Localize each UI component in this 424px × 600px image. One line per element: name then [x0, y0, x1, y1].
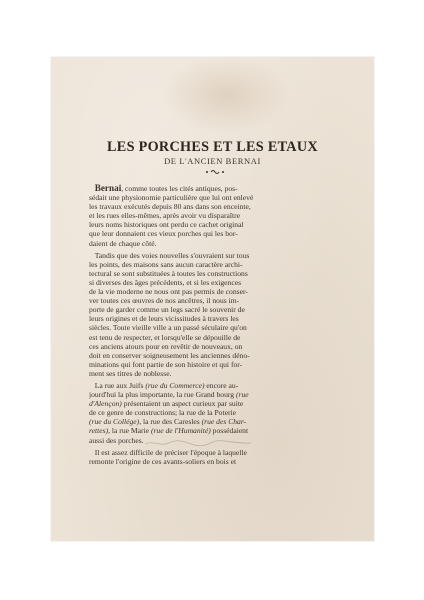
text-line: que leur donnaient ces vieux porches qui les bor-	[89, 229, 238, 239]
text-line: Bernai, comme toutes les cités antiques, pos-	[94, 184, 238, 193]
text-line: La rue aux Juifs (rue du Commerce) encore au-	[94, 380, 239, 390]
document-page	[51, 57, 374, 541]
body-text	[89, 184, 354, 466]
text-line: d'Alençon) présentaient un aspect curieux par suite	[89, 399, 244, 409]
paper-stain	[161, 57, 291, 133]
text-line: Il est assez difficile de préciser l'époque à laquelle	[94, 447, 247, 457]
faint-handwriting	[143, 438, 253, 448]
text-line: ver toutes ces œuvres de nos ancêtres, il nous im-	[89, 296, 240, 306]
text-line: remonte l'origine de ces avants-soliers en bois et	[89, 456, 237, 466]
text-line: ment ses titres de noblesse.	[89, 368, 172, 378]
text-line: leurs origines et de leurs vicissitudes à travers les	[89, 314, 239, 324]
text-line: est tenu de respecter, et lorsqu'elle se dépouille de	[89, 332, 241, 342]
text-line: porte de garder comme un legs sacré le souvenir de	[89, 305, 245, 315]
text-line: siècles. Toute vieille ville a un passé séculaire qu'on	[89, 323, 247, 333]
text-line: les travaux exécutés depuis 80 ans dans son enceinte,	[89, 202, 251, 212]
text-line: ces anciens atours pour en revêtir de nouveaux, on	[89, 341, 243, 351]
text-line: rettes), la rue Marie (rue de l'Humanité) possédaient	[89, 426, 249, 436]
text-line: minations qui font partie de son histoire et qui for-	[89, 359, 243, 369]
text-line: daient de chaque côté.	[89, 238, 157, 248]
text-line: sédait une physionomie particulière que lui ont enlevé	[89, 193, 254, 203]
text-line: aussi des porches.	[89, 435, 144, 445]
lead-word: Bernai	[94, 184, 122, 193]
text-line: si diverses des âges précédents, et si les exigences	[89, 277, 242, 287]
document-subtitle: DE L'ANCIEN BERNAI	[164, 156, 261, 166]
text-line: jourd'hui la plus importante, la rue Grand bourg (rue	[89, 390, 249, 400]
text-line: doit en conserver soigneusement les anciennes déno-	[89, 350, 250, 360]
text-line: de ce genre de constructions; la rue de la Poterie	[89, 408, 236, 418]
text-line: et les rues elles-mêmes, après avoir vu disparaître	[89, 211, 240, 221]
ornament-divider-icon	[183, 168, 243, 176]
text-line: leurs noms historiques ont perdu ce cachet original	[89, 220, 244, 230]
text-line: (rue du Collége), la rue des Caresles (rue des Char-	[89, 417, 247, 427]
text-line: Tandis que des voies nouvelles s'ouvraient sur tous	[94, 250, 250, 260]
document-title: LES PORCHES ET LES ETAUX	[107, 139, 318, 155]
text-line: de la vie moderne ne nous ont pas permis de conser-	[89, 287, 248, 297]
text-line: tectural se sont substituées à toutes les constructions	[89, 268, 248, 278]
text-line: les points, des maisons sans aucun caractère archi-	[89, 259, 243, 269]
